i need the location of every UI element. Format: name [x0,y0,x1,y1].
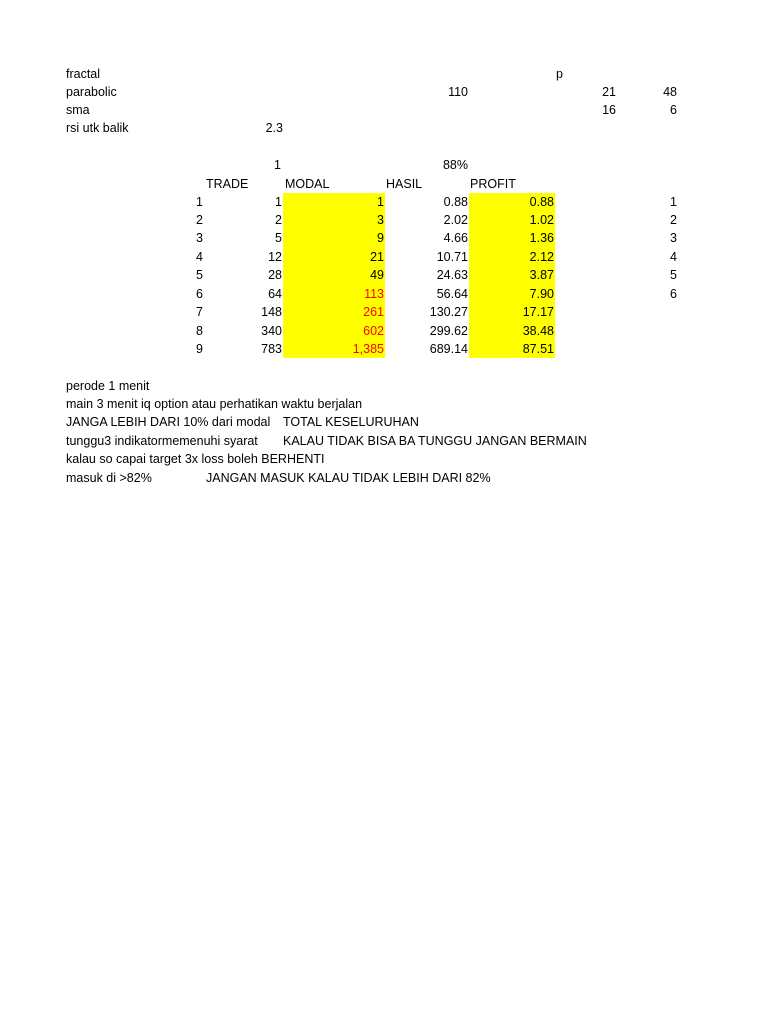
summary-percent: 88% [442,158,468,172]
trade-base: 1 [275,195,282,209]
hasil-value: 689.14 [429,342,468,356]
hasil-value: 4.66 [443,231,468,245]
modal-value: 1,385 [352,342,384,356]
trade-base: 2 [275,213,282,227]
parabolic-48: 48 [663,85,677,99]
row-index-right: 3 [670,231,677,245]
note-capital-limit: JANGA LEBIH DARI 10% dari modal [66,415,271,429]
trade-number: 8 [196,324,203,338]
hasil-value: 0.88 [443,195,468,209]
modal-value: 21 [370,250,384,264]
row-index-right: 5 [670,268,677,282]
trade-number: 7 [196,305,203,319]
note-play-duration: main 3 menit iq option atau perhatikan waktu berjalan [66,397,363,411]
note-wait: KALAU TIDAK BISA BA TUNGGU JANGAN BERMAIN [283,434,587,448]
modal-value: 113 [364,287,384,301]
profit-value: 17.17 [522,305,554,319]
summary-base: 1 [274,158,281,172]
header-trade: TRADE [206,177,249,191]
label-fractal: fractal [66,67,101,81]
profit-value: 1.36 [529,231,554,245]
hasil-value: 24.63 [436,268,468,282]
trade-base: 5 [275,231,282,245]
trade-number: 9 [196,342,203,356]
modal-value: 9 [377,231,384,245]
trade-number: 6 [196,287,203,301]
profit-value: 3.87 [529,268,554,282]
parabolic-21: 21 [602,85,616,99]
label-parabolic: parabolic [66,85,117,99]
row-index-right: 6 [670,287,677,301]
header-profit: PROFIT [470,177,516,191]
trade-number: 4 [196,250,203,264]
trade-base: 340 [261,324,282,338]
modal-value: 261 [363,305,384,319]
hasil-value: 56.64 [436,287,468,301]
sma-16: 16 [602,103,616,117]
header-hasil: HASIL [386,177,423,191]
trade-base: 28 [268,268,282,282]
parabolic-value: 110 [448,85,468,99]
profit-value: 7.90 [529,287,554,301]
label-rsi: rsi utk balik [66,121,129,135]
note-total: TOTAL KESELURUHAN [283,415,419,429]
trade-number: 5 [196,268,203,282]
hasil-value: 10.71 [436,250,468,264]
fractal-p: p [556,67,563,81]
hasil-value: 2.02 [443,213,468,227]
profit-value: 87.51 [522,342,554,356]
modal-value: 49 [370,268,384,282]
profit-value: 38.48 [522,324,554,338]
sma-6: 6 [670,103,677,117]
profit-value: 1.02 [529,213,554,227]
rsi-value: 2.3 [265,121,283,135]
hasil-value: 130.27 [429,305,468,319]
trade-number: 3 [196,231,203,245]
trade-base: 12 [268,250,282,264]
row-index-right: 4 [670,250,677,264]
trade-number: 2 [196,213,203,227]
hasil-value: 299.62 [429,324,468,338]
modal-value: 602 [363,324,384,338]
profit-value: 0.88 [529,195,554,209]
label-sma: sma [66,103,90,117]
profit-value: 2.12 [529,250,554,264]
trade-number: 1 [196,195,203,209]
trade-base: 148 [261,305,282,319]
note-stop-loss: kalau so capai target 3x loss boleh BERHENTI [66,452,325,466]
trade-base: 64 [268,287,282,301]
note-indicators: tunggu3 indikatormemenuhi syarat [66,434,258,448]
row-index-right: 2 [670,213,677,227]
note-entry-rule: JANGAN MASUK KALAU TIDAK LEBIH DARI 82% [206,471,491,485]
header-modal: MODAL [285,177,330,191]
trade-base: 783 [261,342,282,356]
modal-value: 1 [377,195,384,209]
row-index-right: 1 [670,195,677,209]
modal-value: 3 [377,213,384,227]
note-entry: masuk di >82% [66,471,152,485]
note-period: perode 1 menit [66,379,150,393]
